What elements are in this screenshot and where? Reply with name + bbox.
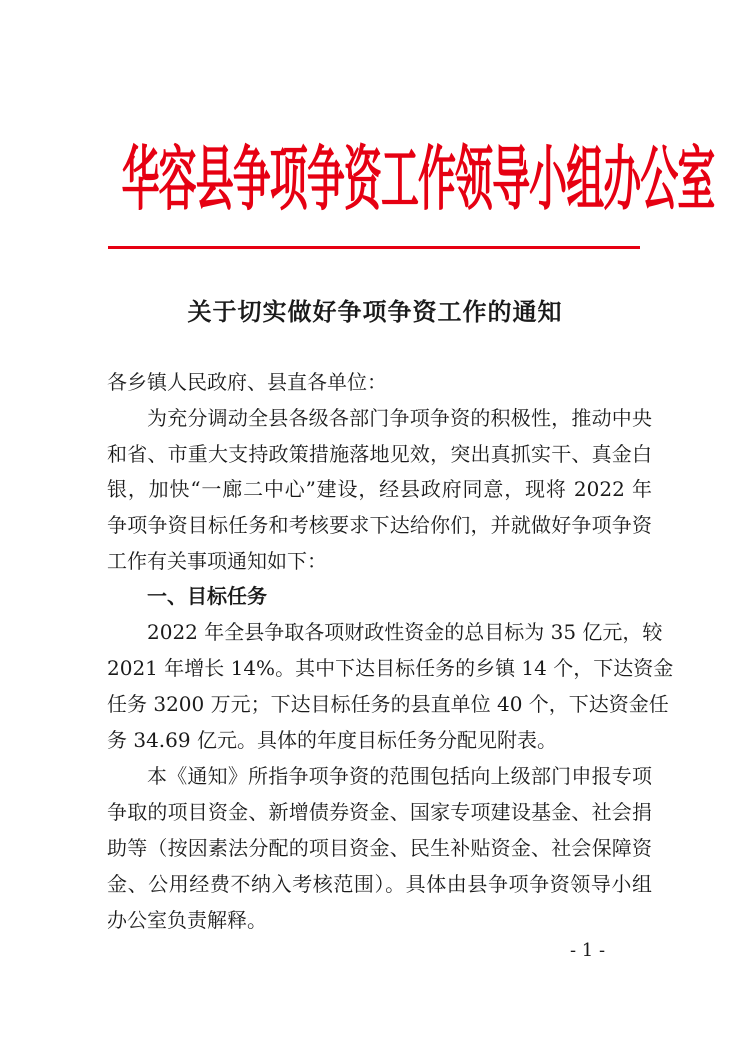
paragraph-line: 助等（按因素法分配的项目资金、民生补贴资金、社会保障资: [107, 836, 652, 860]
paragraph-line: 务 34.69 亿元。具体的年度目标任务分配见附表。: [107, 728, 557, 752]
paragraph-line: 2021 年增长 14%。其中下达目标任务的乡镇 14 个，下达资金: [107, 656, 674, 680]
letterhead-title: 华容县争项争资工作领导小组办公室: [121, 138, 715, 221]
red-divider: [108, 246, 640, 249]
paragraph-line: 2022 年全县争取各项财政性资金的总目标为 35 亿元，较: [147, 620, 663, 644]
salutation: 各乡镇人民政府、县直各单位：: [107, 370, 387, 394]
paragraph-line: 为充分调动全县各级各部门争项争资的积极性，推动中央: [147, 406, 652, 430]
paragraph-line: 争项争资目标任务和考核要求下达给你们，并就做好争项争资: [107, 513, 652, 537]
paragraph-line: 金、公用经费不纳入考核范围）。具体由县争项争资领导小组: [107, 872, 652, 896]
paragraph-line: 办公室负责解释。: [107, 908, 267, 932]
paragraph-line: 和省、市重大支持政策措施落地见效，突出真抓实干、真金白: [107, 442, 652, 466]
paragraph-line: 本《通知》所指争项争资的范围包括向上级部门申报专项: [147, 764, 652, 788]
document-title: 关于切实做好争项争资工作的通知: [187, 297, 563, 326]
paragraph-line: 银，加快“一廊二中心”建设，经县政府同意，现将 2022 年: [107, 477, 652, 501]
page-number: - 1 -: [570, 940, 606, 961]
paragraph-line: 争取的项目资金、新增债券资金、国家专项建设基金、社会捐: [107, 800, 652, 824]
paragraph-line: 工作有关事项通知如下：: [107, 549, 327, 573]
section-heading: 一、目标任务: [147, 584, 267, 608]
paragraph-line: 任务 3200 万元；下达目标任务的县直单位 40 个，下达资金任: [107, 692, 669, 716]
